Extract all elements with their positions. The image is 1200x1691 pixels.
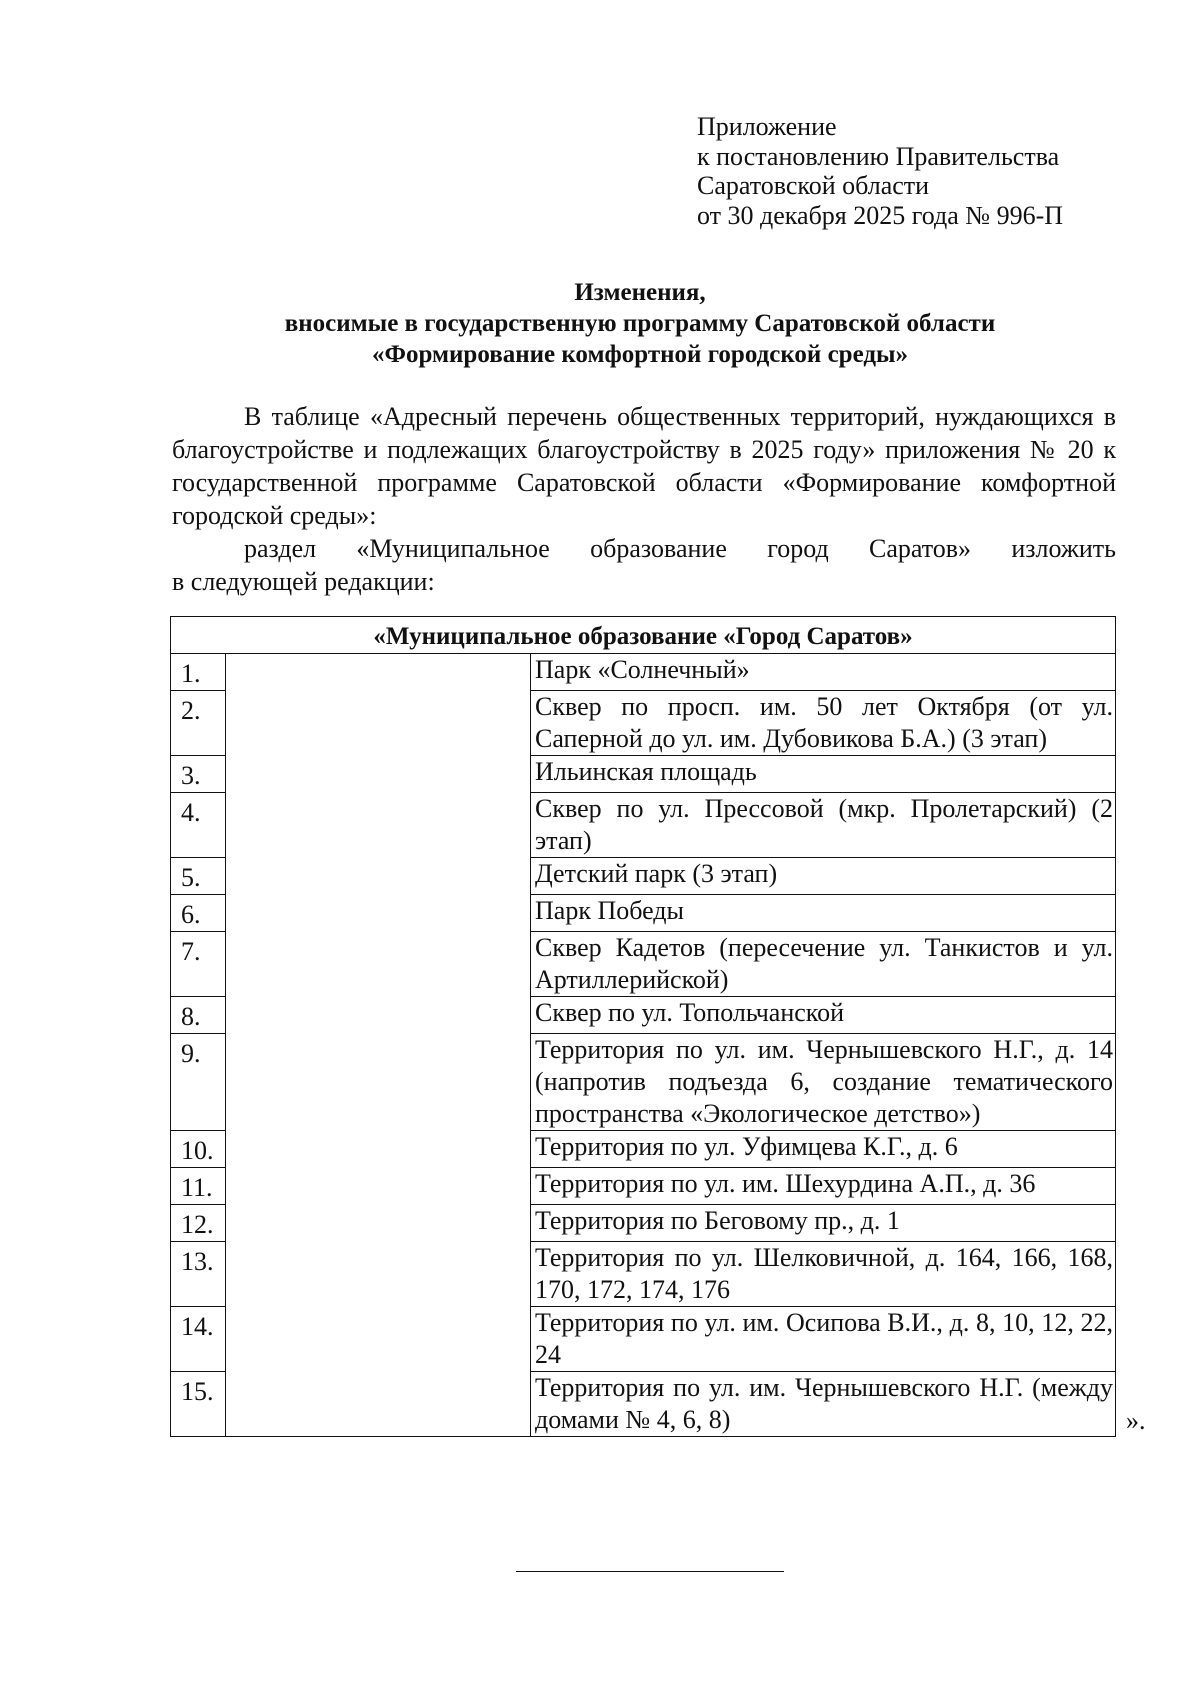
row-number: 13.: [171, 1242, 226, 1307]
row-number: 2.: [171, 691, 226, 756]
title-line: вносимые в государственную программу Саратовской области: [284, 310, 996, 337]
paragraph: раздел «Муниципальное образование город Саратов» изложить: [244, 534, 1116, 563]
empty-column: [226, 654, 531, 1437]
territory-name: Сквер Кадетов (пересечение ул. Танкистов и ул. Артиллерийской): [531, 932, 1116, 997]
row-number: 12.: [171, 1205, 226, 1242]
appendix-line: Приложение: [697, 112, 837, 141]
table-row: [171, 654, 1116, 691]
row-number: 1.: [171, 654, 226, 691]
territory-name: Детский парк (3 этап): [531, 858, 1116, 895]
row-number: 14.: [171, 1307, 226, 1372]
title-line: Изменения,: [574, 279, 706, 306]
appendix-line: Саратовской области: [697, 171, 930, 200]
appendix-line: к постановлению Правительства: [697, 141, 1060, 171]
body-text: [172, 400, 1116, 598]
document-title: [170, 277, 1110, 370]
row-number: 5.: [171, 858, 226, 895]
territory-name: Территория по ул. Шелковичной, д. 164, 166, 168, 170, 172, 174, 176: [531, 1242, 1116, 1307]
territory-name: Парк «Солнечный»: [531, 654, 1116, 691]
appendix-line: от 30 декабря 2025 года № 996-П: [697, 200, 1064, 230]
row-number: 8.: [171, 997, 226, 1034]
row-number: 15.: [171, 1372, 226, 1437]
territory-name: Территория по ул. им. Чернышевского Н.Г. (между домами № 4, 6, 8): [531, 1372, 1116, 1437]
row-number: 3.: [171, 756, 226, 793]
row-number: 9.: [171, 1034, 226, 1131]
table-header-row: [171, 617, 1116, 654]
territory-name: Территория по ул. Уфимцева К.Г., д. 6: [531, 1131, 1116, 1168]
territory-name: Территория по ул. им. Чернышевского Н.Г., д. 14 (напротив подъезда 6, создание тематического пространства «Экологическое детство»): [531, 1034, 1116, 1131]
territory-name: Сквер по ул. Прессовой (мкр. Пролетарский) (2 этап): [531, 793, 1116, 858]
territories-table: [170, 616, 1116, 1437]
paragraph: В таблице «Адресный перечень общественных территорий, нуждающихся в благоустройстве и подлежащих благоустройству в 2025 году» приложения № 20 к государственной программе Саратовской области «Формирование комфортной городской среды»:: [172, 402, 1116, 530]
territory-name: Сквер по просп. им. 50 лет Октября (от ул. Саперной до ул. им. Дубовикова Б.А.) (3 этап): [531, 691, 1116, 756]
paragraph-continuation: в следующей редакции:: [172, 567, 435, 596]
row-number: 11.: [171, 1168, 226, 1205]
territory-name: Парк Победы: [531, 895, 1116, 932]
territory-name: Территория по Беговому пр., д. 1: [531, 1205, 1116, 1242]
table-header: «Муниципальное образование «Город Саратов»: [171, 617, 1116, 654]
territory-name: Территория по ул. им. Шехурдина А.П., д. 36: [531, 1168, 1116, 1205]
territory-name: Территория по ул. им. Осипова В.И., д. 8, 10, 12, 22, 24: [531, 1307, 1116, 1372]
row-number: 6.: [171, 895, 226, 932]
closing-quote: ».: [1126, 1406, 1146, 1435]
row-number: 10.: [171, 1131, 226, 1168]
footer-rule: [516, 1571, 784, 1572]
territory-name: Ильинская площадь: [531, 756, 1116, 793]
row-number: 4.: [171, 793, 226, 858]
territory-name: Сквер по ул. Топольчанской: [531, 997, 1116, 1034]
title-line: «Формирование комфортной городской среды»: [371, 341, 909, 368]
row-number: 7.: [171, 932, 226, 997]
appendix-block: [697, 112, 1063, 230]
